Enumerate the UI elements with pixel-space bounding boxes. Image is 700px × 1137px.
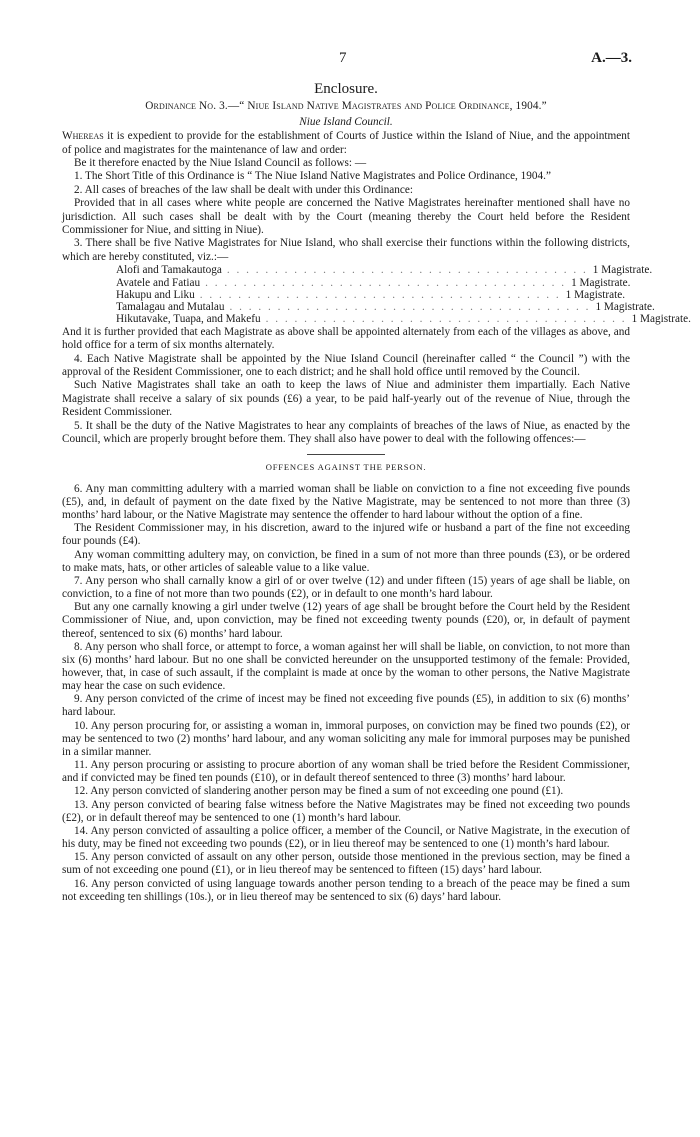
section-14: 14. Any person convicted of assaulting a police officer, a member of the Council, or Native Magistrate, in the execution of his duty, may be fined not exceeding two pounds (£2), or in lieu thereof may be sentenced to one (1) month’s hard labour.	[62, 824, 630, 851]
district-magistrates: 1 Magistrate.	[592, 264, 653, 277]
section-3: 3. There shall be five Native Magistrates for Niue Island, who shall exercise their functions within the following districts, which are hereby constituted, viz.:—	[62, 237, 630, 263]
section-9: 9. Any person convicted of the crime of incest may be fined not exceeding five pounds (£5), in addition to six (6) months’ hard labour.	[62, 693, 630, 719]
section-12: 12. Any person convicted of slandering another person may be fined a sum of not exceeding one pound (£1).	[74, 785, 564, 798]
section-16: 16. Any person convicted of using language towards another person tending to a breach of the peace may be fined a sum not exceeding ten shillings (10s.), or in lieu thereof may be sentenced to six (6) days’ hard labour.	[62, 877, 630, 903]
leader-dots: . . . . . . . . . . . . . . . . . . . . . . . . . . . . . . . . . . . . . .	[265, 313, 627, 326]
district-row	[116, 301, 655, 314]
section-5: 5. It shall be the duty of the Native Magistrates to hear any complaints of breaches of the laws of Niue, as enacted by the Council, which are properly brought before them. They shall also have power to deal with the following offences:—	[62, 419, 630, 446]
leader-dots: . . . . . . . . . . . . . . . . . . . . . . . . . . . . . . . . . . . . . .	[205, 276, 567, 289]
section-6-woman: Any woman committing adultery may, on conviction, be fined in a sum of not more than three pounds (£3), or be ordered to make mats, hats, or other articles of saleable value to a like value.	[62, 548, 630, 574]
document-reference: A.—3.	[591, 50, 632, 66]
district-name: Hikutavake, Tuapa, and Makefu	[116, 313, 261, 326]
section-4-oath: Such Native Magistrates shall take an oath to keep the laws of Niue and administer them impartially. Each Native Magistrate shall receive a salary of six pounds (£6) a year, to be paid half-yearly out of the revenue of Niue, through the Resident Commissioner.	[62, 379, 630, 419]
page-number: 7	[339, 50, 347, 66]
district-name: Avatele and Fatiau	[116, 276, 201, 289]
preamble-lead: Whereas	[62, 130, 104, 143]
section-1: 1. The Short Title of this Ordinance is “ The Niue Island Native Magistrates and Police Ordinance, 1904.”	[74, 170, 551, 183]
preamble-text: it is expedient to provide for the establishment of Courts of Justice within the Island of Niue, and the appointment of police and magistrates for the maintenance of law and order:	[62, 130, 630, 156]
section-2: 2. All cases of breaches of the law shall be dealt with under this Ordinance:	[74, 183, 413, 196]
preamble	[62, 130, 630, 157]
section-15: 15. Any person convicted of assault on any other person, outside those mentioned in the previous section, may be fined a sum of not exceeding one pound (£1), or in lieu thereof may be sentenced to fifteen (15) days’ hard labour.	[62, 851, 630, 877]
document-title: Enclosure.	[314, 81, 378, 97]
district-name: Hakupu and Liku	[116, 288, 195, 301]
document-page	[62, 50, 691, 904]
section-10: 10. Any person procuring for, or assisting a woman in, immoral purposes, on conviction may be fined two pounds (£2), or may be sentenced to two (2) months’ hard labour, and any woman soliciting any male for immoral purposes may be punished in a similar manner.	[62, 719, 630, 758]
district-row	[116, 264, 653, 277]
district-name: Tamalagau and Mutalau	[116, 301, 225, 314]
page-header	[62, 52, 630, 70]
district-row	[116, 313, 691, 326]
section-8: 8. Any person who shall force, or attempt to force, a woman against her will shall be liable, on conviction, to not more than six (6) months’ hard labour. But no one shall be convicted hereunder on the unsupported testimony of the female: Provided, however, that, in case of such assault, if the complaint is made at once by the woman to other persons, the Native Magistrate may hear the case on such evidence.	[62, 640, 630, 693]
district-magistrates: 1 Magistrate.	[595, 301, 655, 314]
section-7: 7. Any person who shall carnally know a girl of or over twelve (12) and under fifteen (15) years of age shall be liable, on conviction, to a fine of not more than two pounds (£2), or in default to one month’s hard labour.	[62, 574, 630, 601]
district-magistrates: 1 Magistrate.	[571, 276, 631, 289]
section-4: 4. Each Native Magistrate shall be appointed by the Niue Island Council (hereinafter called “ the Council ”) with the approval of the Resident Commissioner, one to each district; and he shall hold office until removed by the Council.	[62, 352, 630, 378]
district-row	[116, 288, 626, 301]
section-13: 13. Any person convicted of bearing false witness before the Native Magistrates may be fined not exceeding two pounds (£2), or in default thereof may be sentenced to one (1) month’s hard labour.	[62, 798, 630, 824]
leader-dots: . . . . . . . . . . . . . . . . . . . . . . . . . . . . . . . . . . . . . .	[229, 301, 591, 314]
council-name: Niue Island Council.	[299, 115, 393, 128]
leader-dots: . . . . . . . . . . . . . . . . . . . . . . . . . . . . . . . . . . . . . .	[199, 288, 561, 301]
district-name: Alofi and Tamakautoga	[116, 264, 222, 277]
district-magistrates: 1 Magistrate.	[565, 288, 626, 301]
section-6: 6. Any man committing adultery with a married woman shall be liable on conviction to a fine not exceeding five pounds (£5), and, in default of payment on the date fixed by the Native Magistrate, may be sentenced to not more than three (3) months’ hard labour, or the Native Magistrate may sentence the offender to hard labour without the option of a fine.	[62, 482, 630, 522]
section-3-continuation: And it is further provided that each Magistrate as above shall be appointed alternately from each of the villages as above, and hold office for a term of six months alternately.	[62, 325, 630, 352]
enacting-clause: Be it therefore enacted by the Niue Island Council as follows: —	[74, 157, 367, 170]
districts-list	[116, 264, 691, 326]
section-2-proviso: Provided that in all cases where white people are concerned the Native Magistrates hereinafter mentioned shall have no jurisdiction. All such cases shall be dealt with by the Court (meaning thereby the Court held before the Resident Commissioner for Niue, and sitting in Niue).	[62, 197, 630, 237]
section-7-under-twelve: But any one carnally knowing a girl under twelve (12) years of age shall be brought before the Court held by the Resident Commissioner of Niue, and, upon conviction, may be fined not exceeding twenty pounds (£20), or, in default of payment thereof, sentenced to six (6) months’ hard labour.	[62, 601, 630, 640]
section-divider	[307, 454, 385, 455]
section-11: 11. Any person procuring or assisting to procure abortion of any woman shall be tried before the Resident Commissioner, and if convicted may be fined ten pounds (£10), or in default thereof sentenced to three (3) months’ hard labour.	[62, 759, 630, 785]
district-magistrates: 1 Magistrate.	[631, 313, 691, 326]
section-heading: OFFENCES AGAINST THE PERSON.	[265, 462, 427, 473]
section-6-award: The Resident Commissioner may, in his discretion, award to the injured wife or husband a part of the fine not exceeding four pounds (£4).	[62, 522, 630, 548]
leader-dots: . . . . . . . . . . . . . . . . . . . . . . . . . . . . . . . . . . . . . .	[226, 264, 588, 277]
ordinance-title: Ordinance No. 3.—“ Niue Island Native Magistrates and Police Ordinance, 1904.”	[145, 100, 547, 113]
district-row	[116, 276, 631, 289]
offences-body	[62, 483, 630, 904]
